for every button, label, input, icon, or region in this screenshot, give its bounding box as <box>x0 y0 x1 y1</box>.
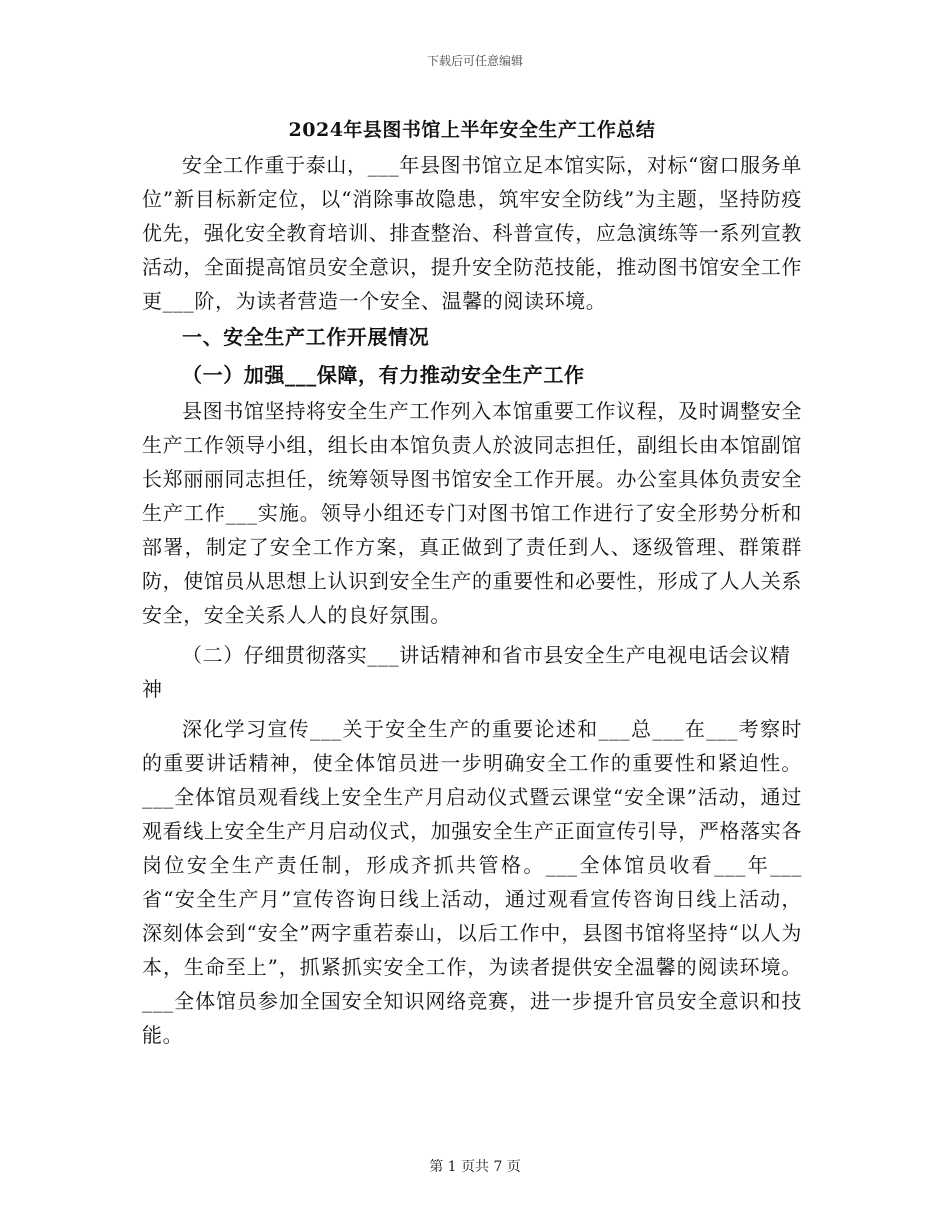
subsection-1-paragraph: 县图书馆坚持将安全生产工作列入本馆重要工作议程，及时调整安全生产工作领导小组，组长由本馆负责人於波同志担任，副组长由本馆副馆长郑丽丽同志担任，统筹领导图书馆安全工作开展。办公室具体负责安全生产工作___实施。领导小组还专门对图书馆工作进行了安全形势分析和部署，制定了安全工作方案，真正做到了责任到人、逐级管理、群策群防，使馆员从思想上认识到安全生产的重要性和必要性，形成了人人关系安全，安全关系人人的良好氛围。 <box>142 399 802 627</box>
subsection-2-paragraph: 深化学习宣传___关于安全生产的重要论述和___总___在___考察时的重要讲话精神，使全体馆员进一步明确安全工作的重要性和紧迫性。___全体馆员观看线上安全生产月启动仪式暨云课堂“安全课”活动，通过观看线上安全生产月启动仪式，加强安全生产正面宣传引导，严格落实各岗位安全生产责任制，形成齐抓共管格。___全体馆员收看___年___省“安全生产月”宣传咨询日线上活动，通过观看宣传咨询日线上活动，深刻体会到“安全”两字重若泰山，以后工作中，县图书馆将坚持“以人为本，生命至上”，抓紧抓实安全工作，为读者提供安全温馨的阅读环境。___全体馆员参加全国安全知识网络竞赛，进一步提升官员安全意识和技能。 <box>142 717 802 1047</box>
section-1-heading: 一、安全生产工作开展情况 <box>182 325 430 349</box>
subsection-2-heading: （二）仔细贯彻落实___讲话精神和省市县安全生产电视电话会议精神 <box>142 643 791 701</box>
intro-paragraph: 安全工作重于泰山，___年县图书馆立足本馆实际，对标“窗口服务单位”新目标新定位，以“消除事故隐患，筑牢安全防线”为主题，坚持防疫优先，强化安全教育培训、排查整治、科普宣传，应急演练等一系列宣教活动，全面提高馆员安全意识，提升安全防范技能，推动图书馆安全工作更___阶，为读者营造一个安全、温馨的阅读环境。 <box>142 153 802 313</box>
subsection-1-heading: （一）加强___保障，有力推动安全生产工作 <box>182 363 585 387</box>
document-title: 2024年县图书馆上半年安全生产工作总结 <box>288 119 656 141</box>
document-body <box>142 112 802 1052</box>
header-note: 下载后可任意编辑 <box>426 54 523 68</box>
page-indicator: 第 1 页共 7 页 <box>429 1159 521 1175</box>
